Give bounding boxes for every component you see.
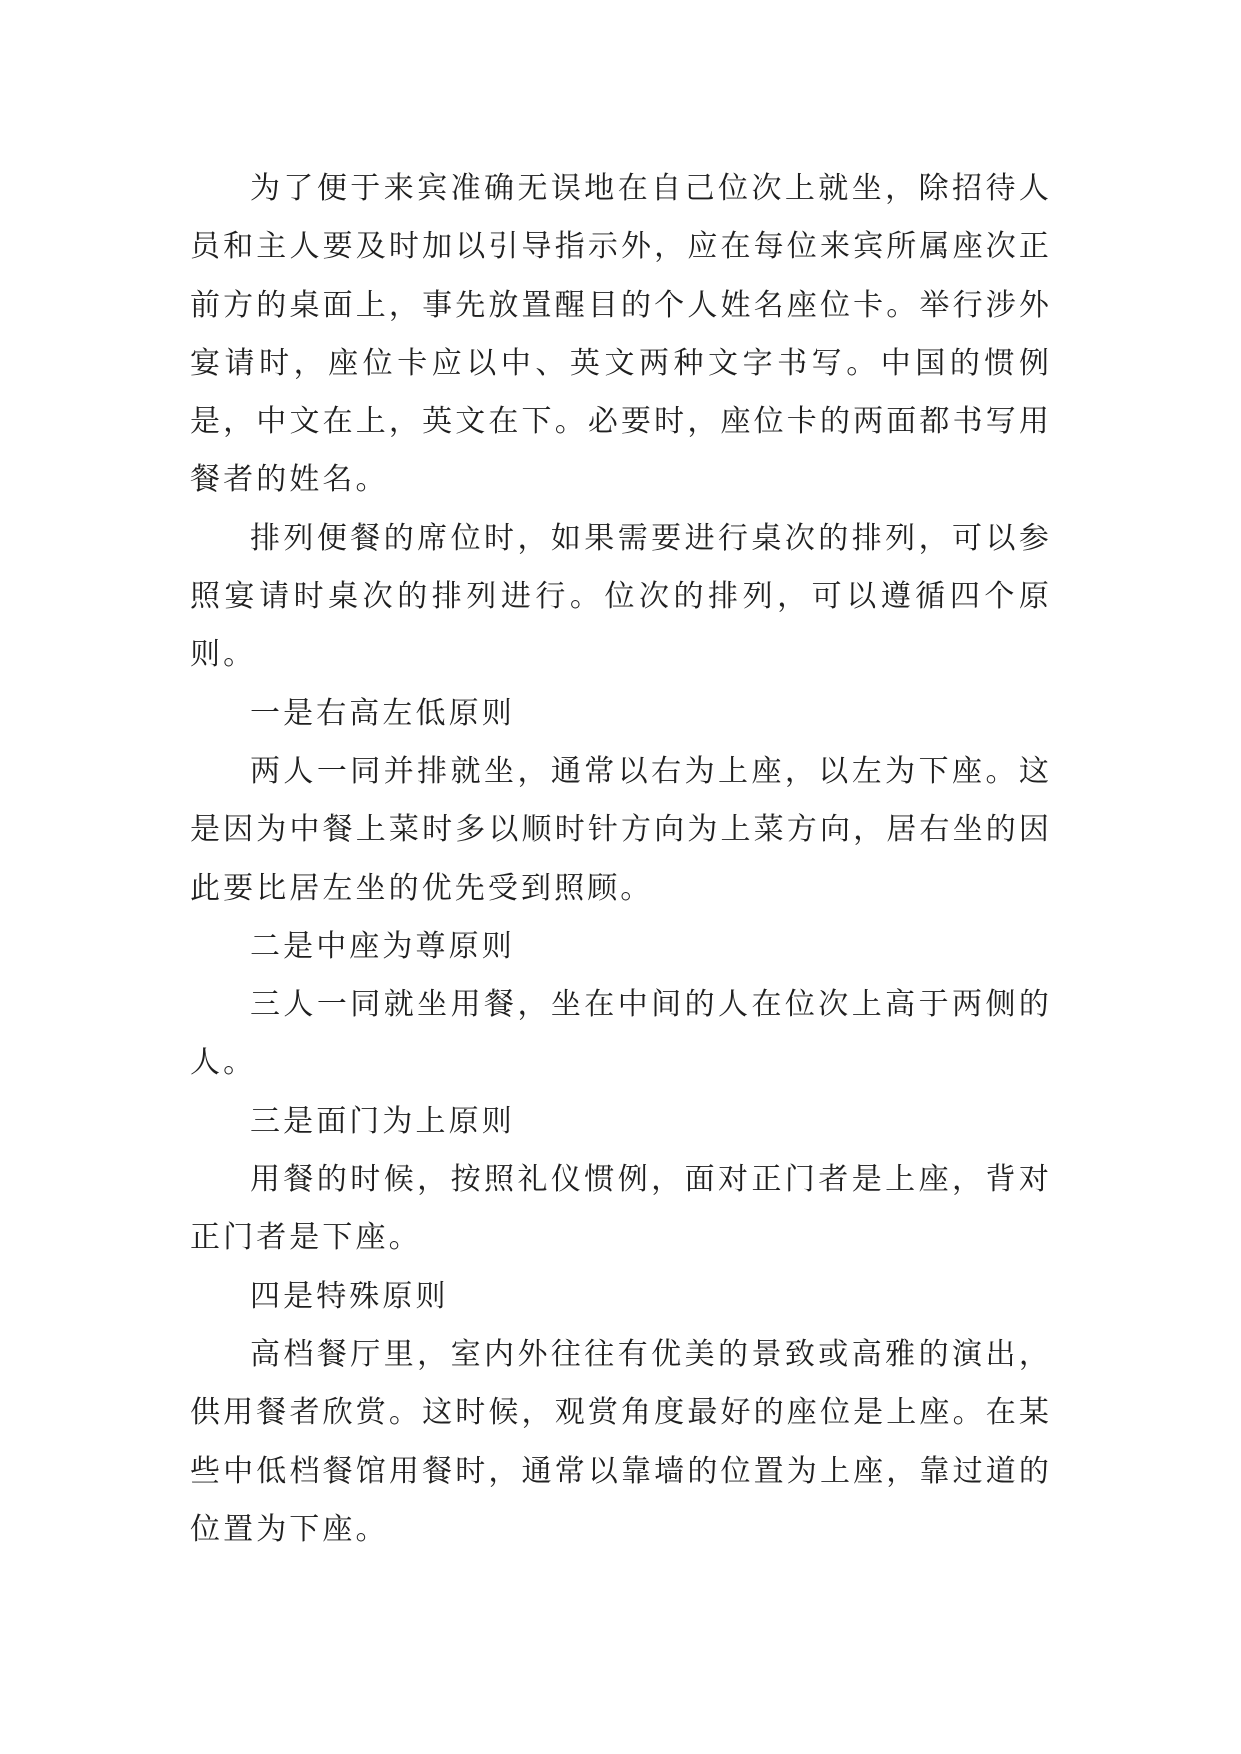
heading-principle-2: 二是中座为尊原则 bbox=[250, 928, 515, 964]
heading-principle-1: 一是右高左低原则 bbox=[250, 695, 515, 731]
heading-principle-3: 三是面门为上原则 bbox=[250, 1103, 515, 1139]
paragraph-principle-1: 两人一同并排就坐，通常以右为上座，以左为下座。这是因为中餐上菜时多以顺时针方向为上菜方向，居右坐的因此要比居左坐的优先受到照顾。 bbox=[190, 753, 1052, 906]
paragraph-casual-seating: 排列便餐的席位时，如果需要进行桌次的排列，可以参照宴请时桌次的排列进行。位次的排列，可以遵循四个原则。 bbox=[190, 520, 1052, 673]
paragraph-seat-cards: 为了便于来宾准确无误地在自己位次上就坐，除招待人员和主人要及时加以引导指示外，应在每位来宾所属座次正前方的桌面上，事先放置醒目的个人姓名座位卡。举行涉外宴请时，座位卡应以中、英文两种文字书写。中国的惯例是，中文在上，英文在下。必要时，座位卡的两面都书写用餐者的姓名。 bbox=[190, 171, 1052, 498]
paragraph-principle-4: 高档餐厅里，室内外往往有优美的景致或高雅的演出，供用餐者欣赏。这时候，观赏角度最好的座位是上座。在某些中低档餐馆用餐时，通常以靠墙的位置为上座，靠过道的位置为下座。 bbox=[190, 1336, 1052, 1547]
paragraph-principle-3: 用餐的时候，按照礼仪惯例，面对正门者是上座，背对正门者是下座。 bbox=[190, 1162, 1052, 1256]
document-page bbox=[190, 160, 1052, 1559]
heading-principle-4: 四是特殊原则 bbox=[250, 1278, 449, 1314]
paragraph-principle-2: 三人一同就坐用餐，坐在中间的人在位次上高于两侧的人。 bbox=[190, 987, 1052, 1081]
